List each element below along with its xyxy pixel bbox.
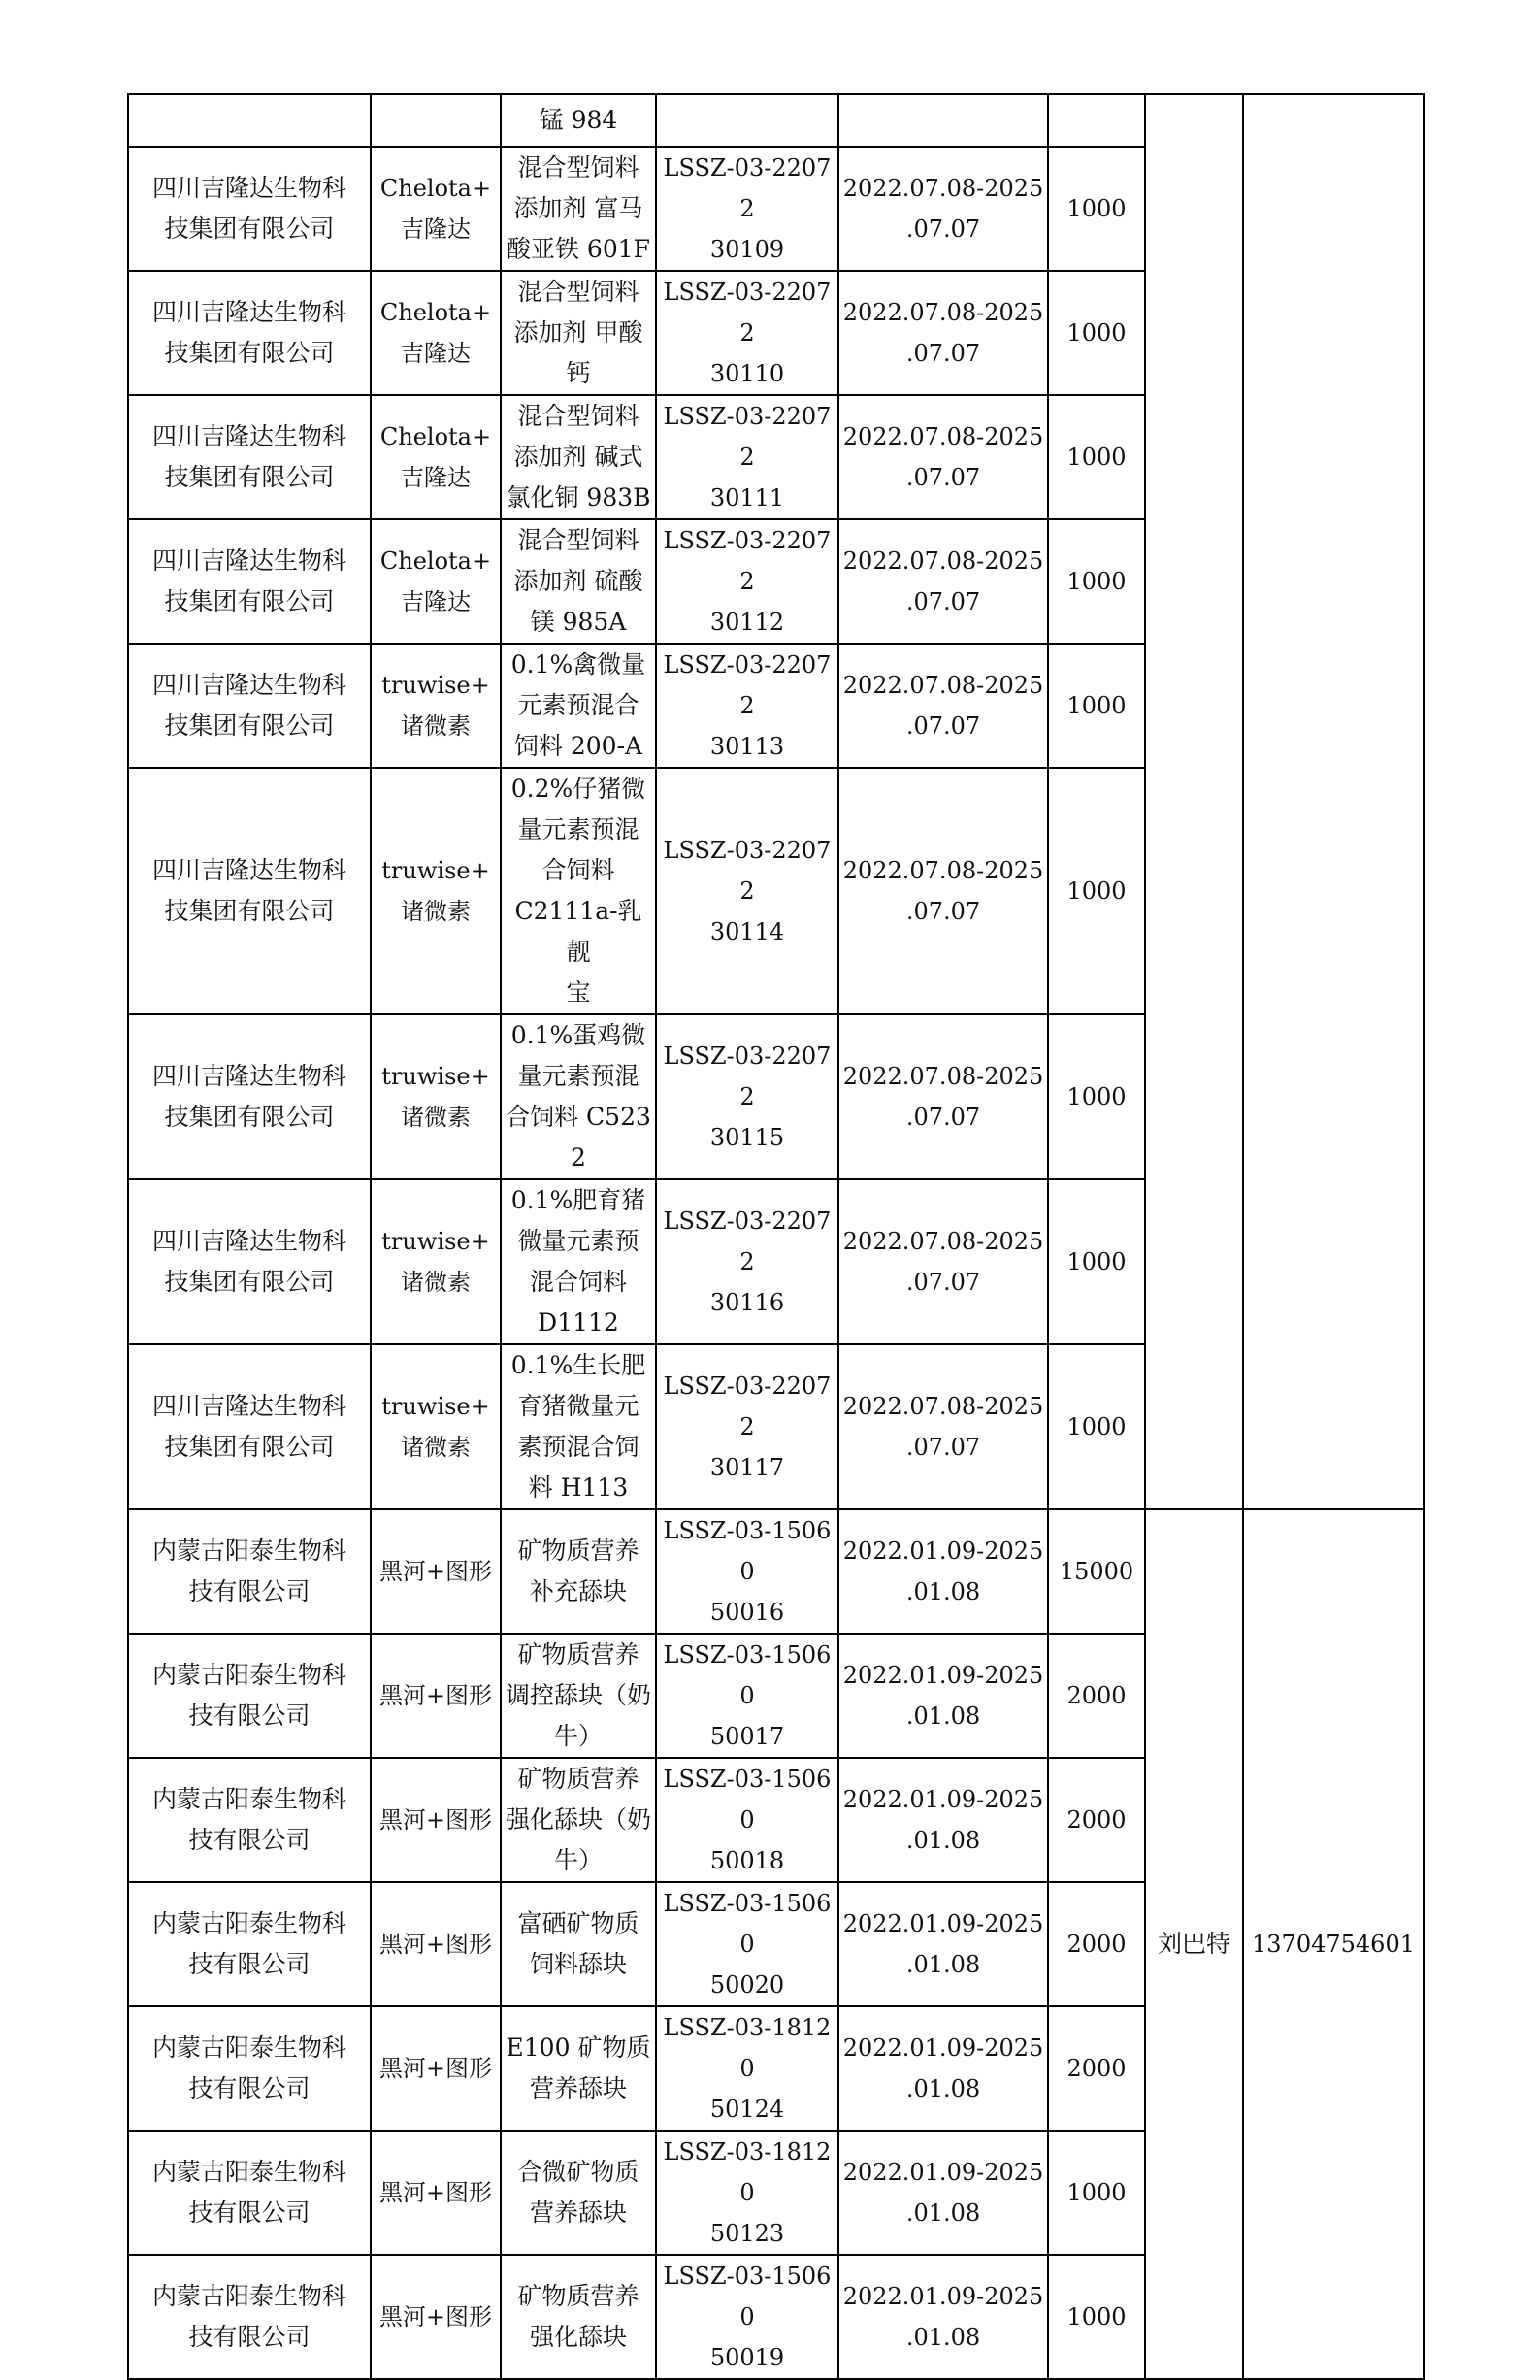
license-cell [656,1509,838,1634]
company-cell [128,2006,371,2131]
quantity-cell-text: 1000 [1066,195,1127,222]
company-cell [128,1014,371,1179]
brand-cell [371,271,501,395]
quantity-cell [1048,1634,1145,1758]
brand-cell-text: truwise+ 诸微素 [381,857,490,925]
validity-cell [838,1014,1048,1179]
company-cell-text: 四川吉隆达生物科 技集团有限公司 [151,174,346,243]
contact-cell [1145,1509,1243,2379]
company-cell-text: 四川吉隆达生物科 技集团有限公司 [151,422,346,491]
product-cell-text: 0.1%生长肥 育猪微量元 素预混合饲 料 H113 [510,1351,646,1502]
brand-cell-text: Chelota+ 吉隆达 [379,299,492,367]
brand-cell-text: 黑河+图形 [378,2179,493,2206]
validity-cell-text: 2022.01.09-2025 .01.08 [842,2283,1044,2351]
validity-cell-text: 2022.01.09-2025 .01.08 [842,2159,1044,2227]
company-cell-text: 四川吉隆达生物科 技集团有限公司 [151,1062,346,1131]
quantity-cell [1048,147,1145,271]
quantity-cell [1048,1758,1145,1882]
validity-cell [838,1634,1048,1758]
quantity-cell [1048,1014,1145,1179]
company-cell-text: 四川吉隆达生物科 技集团有限公司 [151,671,346,740]
company-cell [128,1509,371,1634]
brand-cell [371,768,501,1014]
quantity-cell [1048,395,1145,519]
brand-cell [371,395,501,519]
product-cell-text: 合微矿物质 营养舔块 [517,2158,639,2227]
brand-cell [371,1882,501,2006]
quantity-cell [1048,644,1145,768]
feed-product-table [127,93,1425,2380]
license-cell-text: LSSZ-03-15060 50016 [663,1517,832,1626]
product-cell-text: 矿物质营养 强化舔块（奶 牛） [505,1765,651,1874]
company-cell-text: 内蒙古阳泰生物科 技有限公司 [151,2158,346,2227]
brand-cell [371,2255,501,2379]
brand-cell-text: truwise+ 诸微素 [381,1063,490,1131]
phone-cell [1243,94,1424,1509]
license-cell-text: LSSZ-03-22072 30110 [663,279,832,387]
quantity-cell-text: 2000 [1066,1931,1127,1958]
brand-cell [371,1179,501,1344]
product-cell [501,271,656,395]
brand-cell [371,519,501,644]
quantity-cell [1048,1882,1145,2006]
quantity-cell [1048,519,1145,644]
quantity-cell-text: 1000 [1066,319,1127,347]
validity-cell [838,94,1048,147]
company-cell [128,1344,371,1509]
product-cell-text: 混合型饲料 添加剂 甲酸 钙 [513,278,643,387]
product-cell [501,1014,656,1179]
validity-cell [838,1509,1048,1634]
brand-cell [371,2131,501,2255]
product-cell [501,94,656,147]
brand-cell-text: truwise+ 诸微素 [381,672,490,740]
validity-cell [838,1882,1048,2006]
validity-cell-text: 2022.07.08-2025 .07.07 [842,1393,1044,1461]
brand-cell [371,2006,501,2131]
quantity-cell-text: 1000 [1066,1413,1127,1440]
validity-cell-text: 2022.07.08-2025 .07.07 [842,547,1044,615]
license-cell [656,271,838,395]
company-cell [128,768,371,1014]
table-row [128,1509,1424,1634]
product-cell-text: 0.1%肥育猪 微量元素预 混合饲料 D1112 [510,1186,646,1337]
validity-cell [838,2255,1048,2379]
validity-cell-text: 2022.01.09-2025 .01.08 [842,1537,1044,1605]
brand-cell [371,1758,501,1882]
product-cell-text: 0.1%禽微量 元素预混合 饲料 200-A [510,650,646,760]
validity-cell [838,1758,1048,1882]
quantity-cell-text: 1000 [1066,2303,1127,2330]
license-cell [656,2255,838,2379]
license-cell [656,1758,838,1882]
company-cell-text: 四川吉隆达生物科 技集团有限公司 [151,856,346,925]
license-cell-text: LSSZ-03-15060 50019 [663,2263,832,2371]
license-cell [656,147,838,271]
validity-cell [838,271,1048,395]
product-cell [501,644,656,768]
validity-cell [838,2131,1048,2255]
contact-cell [1145,94,1243,1509]
brand-cell [371,1634,501,1758]
brand-cell [371,147,501,271]
company-cell [128,2255,371,2379]
license-cell-text: LSSZ-03-22072 30113 [663,651,832,760]
quantity-cell-text: 1000 [1066,568,1127,595]
product-cell-text: 混合型饲料 添加剂 碱式 氯化铜 983B [506,402,651,512]
quantity-cell-text: 1000 [1066,2179,1127,2206]
license-cell-text: LSSZ-03-22072 30112 [663,527,832,636]
quantity-cell [1048,2131,1145,2255]
validity-cell-text: 2022.07.08-2025 .07.07 [842,857,1044,925]
company-cell [128,147,371,271]
license-cell-text: LSSZ-03-22072 30115 [663,1042,832,1151]
product-cell [501,2006,656,2131]
company-cell-text: 四川吉隆达生物科 技集团有限公司 [151,1227,346,1296]
product-cell-text: 矿物质营养 调控舔块（奶 牛） [505,1640,651,1750]
table-body [128,94,1424,2379]
product-cell [501,1882,656,2006]
license-cell-text: LSSZ-03-22072 30111 [663,403,832,512]
product-cell [501,1344,656,1509]
brand-cell [371,1014,501,1179]
quantity-cell [1048,768,1145,1014]
document-page [127,93,1423,2380]
license-cell-text: LSSZ-03-22072 30114 [663,837,832,945]
company-cell-text: 内蒙古阳泰生物科 技有限公司 [151,1909,346,1978]
company-cell [128,1634,371,1758]
brand-cell-text: truwise+ 诸微素 [381,1228,490,1296]
license-cell-text: LSSZ-03-18120 50124 [663,2014,832,2123]
brand-cell-text: Chelota+ 吉隆达 [379,423,492,491]
brand-cell-text: truwise+ 诸微素 [381,1393,490,1461]
validity-cell [838,644,1048,768]
validity-cell-text: 2022.07.08-2025 .07.07 [842,1228,1044,1296]
brand-cell-text: 黑河+图形 [378,2303,493,2330]
quantity-cell [1048,1509,1145,1634]
product-cell [501,2255,656,2379]
license-cell [656,644,838,768]
product-cell [501,1179,656,1344]
validity-cell [838,1179,1048,1344]
company-cell [128,2131,371,2255]
validity-cell-text: 2022.07.08-2025 .07.07 [842,423,1044,491]
quantity-cell-text: 2000 [1066,2055,1127,2082]
validity-cell [838,147,1048,271]
license-cell [656,768,838,1014]
quantity-cell [1048,271,1145,395]
quantity-cell [1048,1179,1145,1344]
license-cell-text: LSSZ-03-15060 50018 [663,1766,832,1874]
product-cell [501,768,656,1014]
license-cell-text: LSSZ-03-22072 30109 [663,154,832,263]
product-cell [501,519,656,644]
quantity-cell-text: 15000 [1059,1558,1134,1585]
quantity-cell-text: 1000 [1066,1248,1127,1275]
license-cell [656,1882,838,2006]
product-cell [501,395,656,519]
brand-cell-text: 黑河+图形 [378,1931,493,1958]
validity-cell [838,519,1048,644]
quantity-cell-text: 1000 [1066,444,1127,471]
license-cell [656,1014,838,1179]
license-cell-text: LSSZ-03-15060 50020 [663,1890,832,1999]
company-cell-text: 内蒙古阳泰生物科 技有限公司 [151,1785,346,1854]
product-cell [501,2131,656,2255]
brand-cell-text: Chelota+ 吉隆达 [379,547,492,615]
license-cell-text: LSSZ-03-18120 50123 [663,2138,832,2247]
brand-cell-text: 黑河+图形 [378,1558,493,1585]
product-cell-text: 锰 984 [539,106,618,134]
product-cell [501,147,656,271]
company-cell [128,1882,371,2006]
brand-cell-text: 黑河+图形 [378,1806,493,1834]
company-cell [128,1179,371,1344]
quantity-cell-text: 1000 [1066,692,1127,719]
product-cell-text: 富硒矿物质 饲料舔块 [517,1909,639,1978]
product-cell-text: 0.1%蛋鸡微 量元素预混 合饲料 C5232 [506,1021,651,1172]
license-cell [656,395,838,519]
validity-cell [838,768,1048,1014]
license-cell-text: LSSZ-03-22072 30116 [663,1207,832,1316]
company-cell [128,644,371,768]
license-cell-text: LSSZ-03-15060 50017 [663,1641,832,1750]
brand-cell [371,94,501,147]
phone-cell-text: 13704754601 [1252,1931,1415,1958]
license-cell [656,94,838,147]
validity-cell-text: 2022.07.08-2025 .07.07 [842,672,1044,740]
product-cell-text: 矿物质营养 补充舔块 [517,1537,639,1605]
quantity-cell [1048,94,1145,147]
company-cell [128,271,371,395]
company-cell-text: 四川吉隆达生物科 技集团有限公司 [151,298,346,367]
validity-cell-text: 2022.01.09-2025 .01.08 [842,1662,1044,1730]
validity-cell-text: 2022.07.08-2025 .07.07 [842,299,1044,367]
company-cell-text: 四川吉隆达生物科 技集团有限公司 [151,546,346,615]
company-cell [128,519,371,644]
product-cell-text: 0.2%仔猪微 量元素预混 合饲料 C2111a-乳靓 宝 [510,775,646,1007]
validity-cell-text: 2022.07.08-2025 .07.07 [842,1063,1044,1131]
validity-cell-text: 2022.01.09-2025 .01.08 [842,2034,1044,2102]
company-cell-text: 内蒙古阳泰生物科 技有限公司 [151,1661,346,1730]
quantity-cell-text: 2000 [1066,1806,1127,1834]
license-cell [656,2006,838,2131]
phone-cell [1243,1509,1424,2379]
product-cell-text: E100 矿物质 营养舔块 [506,2033,651,2102]
company-cell [128,395,371,519]
quantity-cell [1048,2006,1145,2131]
product-cell-text: 混合型饲料 添加剂 富马 酸亚铁 601F [506,153,650,263]
product-cell [501,1509,656,1634]
company-cell-text: 内蒙古阳泰生物科 技有限公司 [151,1537,346,1605]
validity-cell [838,2006,1048,2131]
quantity-cell [1048,2255,1145,2379]
brand-cell [371,1344,501,1509]
company-cell [128,1758,371,1882]
company-cell-text: 内蒙古阳泰生物科 技有限公司 [151,2033,346,2102]
brand-cell-text: Chelota+ 吉隆达 [379,175,492,243]
license-cell [656,1634,838,1758]
validity-cell-text: 2022.01.09-2025 .01.08 [842,1786,1044,1854]
brand-cell-text: 黑河+图形 [378,2055,493,2082]
license-cell [656,1179,838,1344]
product-cell [501,1758,656,1882]
quantity-cell-text: 1000 [1066,877,1127,905]
quantity-cell [1048,1344,1145,1509]
brand-cell [371,1509,501,1634]
contact-cell-text: 刘巴特 [1157,1930,1230,1958]
validity-cell [838,395,1048,519]
company-cell-text: 内蒙古阳泰生物科 技有限公司 [151,2282,346,2351]
validity-cell [838,1344,1048,1509]
license-cell [656,2131,838,2255]
product-cell-text: 混合型饲料 添加剂 硫酸 镁 985A [513,526,643,636]
table-row [128,94,1424,147]
license-cell [656,519,838,644]
quantity-cell-text: 1000 [1066,1083,1127,1110]
product-cell [501,1634,656,1758]
validity-cell-text: 2022.01.09-2025 .01.08 [842,1910,1044,1978]
license-cell-text: LSSZ-03-22072 30117 [663,1372,832,1481]
company-cell [128,94,371,147]
product-cell-text: 矿物质营养 强化舔块 [517,2282,639,2351]
brand-cell-text: 黑河+图形 [378,1682,493,1709]
validity-cell-text: 2022.07.08-2025 .07.07 [842,175,1044,243]
license-cell [656,1344,838,1509]
quantity-cell-text: 2000 [1066,1682,1127,1709]
company-cell-text: 四川吉隆达生物科 技集团有限公司 [151,1392,346,1461]
brand-cell [371,644,501,768]
